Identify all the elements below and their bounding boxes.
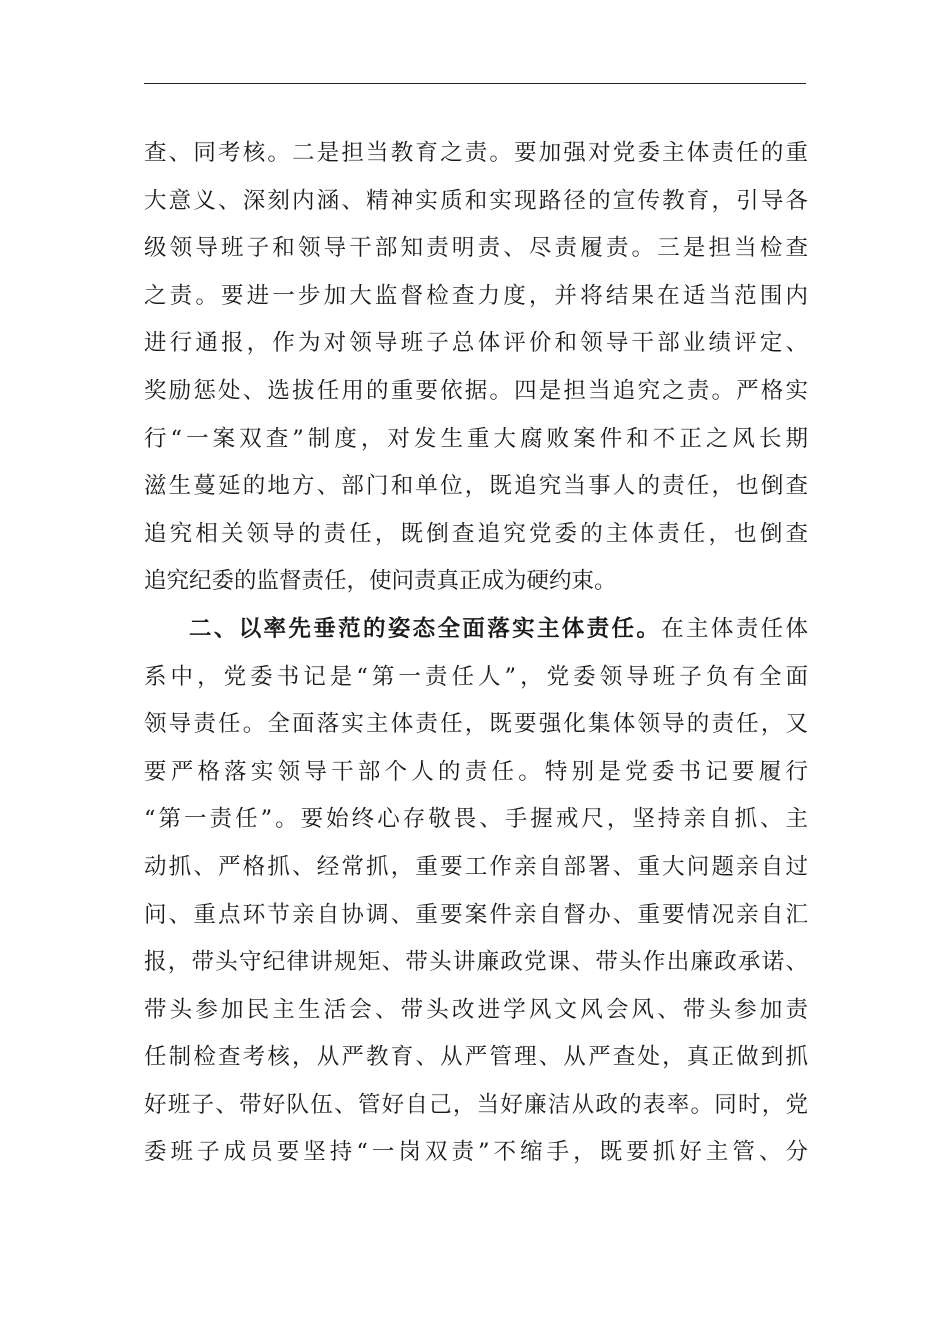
text-line: “第一责任”。要始终心存敬畏、手握戒尺，坚持亲自抓、主	[144, 806, 808, 833]
text-line: 好班子、带好队伍、管好自己，当好廉洁从政的表率。同时，党	[144, 1091, 808, 1118]
text-line: 报，带头守纪律讲规矩、带头讲廉政党课、带头作出廉政承诺、	[144, 949, 808, 976]
document-body	[144, 130, 808, 1177]
header-rule	[144, 83, 806, 84]
text-line: 追究纪委的监督责任，使问责真正成为硬约束。	[144, 568, 617, 595]
text-line: 领导责任。全面落实主体责任，既要强化集体领导的责任，又	[144, 711, 808, 738]
text-run: 在主体责任体	[661, 615, 808, 642]
text-line: 委班子成员要坚持“一岗双责”不缩手，既要抓好主管、分	[144, 1139, 808, 1166]
text-line: 系中，党委书记是“第一责任人”，党委领导班子负有全面	[144, 663, 808, 690]
text-line: 要严格落实领导干部个人的责任。特别是党委书记要履行	[144, 758, 808, 785]
text-line: 带头参加民主生活会、带头改进学风文风会风、带头参加责	[144, 996, 808, 1023]
paragraph-2	[144, 606, 808, 1177]
text-line: 任制检查考核，从严教育、从严管理、从严查处，真正做到抓	[144, 1044, 808, 1071]
text-line: 级领导班子和领导干部知责明责、尽责履责。三是担当检查	[144, 235, 808, 262]
section-heading: 二、以率先垂范的姿态全面落实主体责任。	[189, 615, 662, 642]
text-line: 行“一案双查”制度，对发生重大腐败案件和不正之风长期	[144, 425, 808, 452]
text-line: 查、同考核。二是担当教育之责。要加强对党委主体责任的重	[144, 140, 808, 166]
text-line: 滋生蔓延的地方、部门和单位，既追究当事人的责任，也倒查	[144, 473, 808, 500]
text-line: 问、重点环节亲自协调、重要案件亲自督办、重要情况亲自汇	[144, 901, 808, 928]
text-line: 大意义、深刻内涵、精神实质和实现路径的宣传教育，引导各	[144, 187, 808, 214]
text-line: 动抓、严格抓、经常抓，重要工作亲自部署、重大问题亲自过	[144, 853, 808, 880]
text-line: 奖励惩处、选拔任用的重要依据。四是担当追究之责。严格实	[144, 377, 808, 404]
text-line: 进行通报，作为对领导班子总体评价和领导干部业绩评定、	[144, 330, 808, 357]
text-line	[144, 606, 808, 654]
text-line: 追究相关领导的责任，既倒查追究党委的主体责任，也倒查	[144, 520, 808, 547]
text-line: 之责。要进一步加大监督检查力度，并将结果在适当范围内	[144, 282, 808, 309]
paragraph-1	[144, 130, 808, 606]
